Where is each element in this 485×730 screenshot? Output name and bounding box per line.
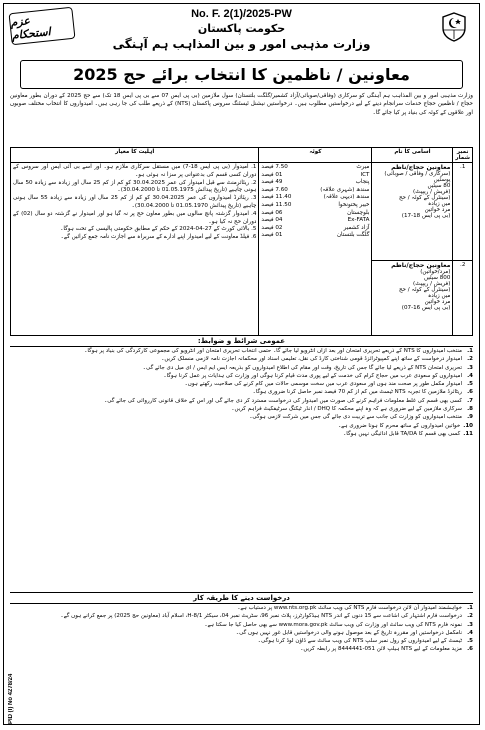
quota-value: 11.40 فیصد: [261, 194, 292, 201]
item-text: امیدوار مکمل طور پر صحت مند ہوں اور سعودی عرب میں سخت موسمی حالات میں کام کرنے کی صلاحیت رکھتے ہوں۔: [184, 381, 462, 388]
quota-row: [261, 232, 369, 240]
criteria-item: 3. ریٹائرڈ امیدواروں کی عمر 30.04.2025 کو کم از کم 25 سال اور زیادہ سے زیادہ 55 سال ہونی چاہیے (تاریخ پیدائش 01.05.1970 تا 30.04.2000)۔: [13, 195, 257, 209]
item-text: منتخب امیدواروں کو وزارت کی جانب سے تربیت دی جائے گی جس میں شرکت لازمی ہوگی۔: [249, 414, 462, 421]
row-sno: 1.: [453, 163, 473, 261]
item-text: سرکاری ملازمین کے لیے ضروری ہے کہ وہ اپنے محکمہ کا DHQ / انڈر ٹیکنگ سرٹیفکیٹ فراہم کریں۔: [231, 406, 462, 413]
post-detail-line: (سینٹرل کے کوٹہ / حج: [398, 195, 451, 201]
item-number: 3.: [467, 621, 473, 628]
intro-paragraph: وزارت مذہبی امور و بین المذاہب ہم آہنگی کو سرکاری (وفاقی/صوبائی/آزاد کشمیر/گلگت بلتستان) سول ملازمین (بی پی ایس 07 سے بی پی ایس 18 تک) سے حج 2025 کے دوران بطور معاونین حجاج / ناظمین حجاج خدمات سرانجام دینے کے لیے درخواستیں مطلوب ہیں۔ درخواستیں نیشنل ٹیسٹنگ سروس پاکستان (NTS) کے ذریعے طلب کی جا رہی ہیں۔ امیدواروں کا انتخاب مختلف صوبوں اور علاقوں کے کوٹہ کی بنیاد پر کیا جائے گا۔: [10, 93, 473, 116]
list-item: [10, 430, 473, 438]
quota-region: خیبر پختونخوا: [338, 201, 370, 208]
item-number: 10.: [463, 422, 473, 429]
table-row: [11, 163, 473, 261]
quota-value: 04 فیصد: [261, 217, 283, 224]
criteria-item: 1. امیدوار (بی پی ایس 18-7) میں مستقل سرکاری ملازم ہو۔ اور اسے بی آئی ایس اور سروس کے دوران کسی قسم کی بدعنوانی پر سزا نہ ہوئی ہو۔: [13, 164, 257, 178]
post-detail-line: مرد خواتین: [424, 299, 451, 305]
quota-value: 11.50 فیصد: [261, 201, 292, 208]
quota-region: Ex-FATA: [347, 217, 370, 224]
item-number: 4.: [467, 372, 473, 379]
item-text: درخواست فارم اشتہار کی اشاعت سے 15 دنوں کے اندر NTS ہیڈکوارٹرز، پلاٹ نمبر 96، سٹریٹ نمبر 04، سیکٹر H-8/1، اسلام آباد (معاونین حج 2025) پر جمع کرانے ہوں گے۔: [60, 613, 462, 620]
item-number: 2.: [467, 613, 473, 620]
quota-row: [261, 210, 369, 218]
list-item: [10, 422, 473, 430]
row-quota: [259, 163, 372, 343]
quota-region: میرٹ: [356, 164, 370, 170]
header-criteria: اہلیت کا معیار: [11, 148, 259, 163]
quota-region: آزاد کشمیر: [343, 224, 370, 231]
item-text: خواہشمند امیدوار آن لائن درخواست فارم NTS کی ویب سائٹ www.nts.org.pk پر دستیاب ہے۔: [237, 605, 462, 611]
post-detail-line: پوسٹیں: [433, 177, 451, 183]
list-item: [10, 637, 473, 645]
post-detail-line: میں زیادہ: [427, 201, 451, 207]
quota-value: 7.60 فیصد: [261, 186, 288, 193]
post-detail-line: مرد خواتین: [424, 207, 451, 213]
quota-row: [261, 187, 369, 195]
quota-row: [261, 217, 369, 225]
quota-row: [261, 164, 369, 172]
how-to-apply-list: [10, 604, 473, 654]
advertisement-title: معاونین / ناظمین کا انتخاب برائے حج 2025: [20, 60, 463, 89]
item-number: 6.: [467, 389, 473, 396]
list-item: [10, 629, 473, 637]
quota-row: [261, 194, 369, 202]
criteria-item: 6. فیلڈ معاونت کے لیے امیدوار اپنے ادارے کے سربراہ سے اجازت نامہ جمع کرائیں گے۔: [60, 234, 257, 241]
row-sno: 2.: [453, 261, 473, 343]
item-number: 7.: [467, 397, 473, 404]
list-item: [10, 612, 473, 620]
quota-region: گلگت بلتستان: [336, 232, 370, 239]
quota-region: سندھ (شہری علاقہ): [320, 186, 370, 193]
row-post: [372, 261, 453, 343]
quota-value: 01 فیصد: [261, 232, 283, 239]
post-detail-line: (سرکاری / وفاقی / صوبائی): [384, 171, 451, 177]
post-detail-line: میں زیادہ: [427, 293, 451, 299]
table-header-row: [11, 148, 473, 163]
quota-region: پنجاب: [355, 179, 370, 186]
quota-value: 7.50 فیصد: [261, 164, 288, 170]
post-detail-line: 80 سیٹیں: [427, 183, 451, 189]
criteria-item: 5. بالائی کورٹ کے 27-04-2024 کے حکم کے مطابق حکومتی پالیسی کے تحت ہوگا۔: [60, 226, 257, 233]
list-item: [10, 413, 473, 421]
row-post: [372, 163, 453, 261]
item-text: کسی بھی قسم کا TA/DA قابل ادائیگی نہیں ہوگا۔: [343, 430, 461, 437]
criteria-item: 4. امیدوار گزشتہ پانچ سالوں میں بطور معاون حج پر نہ گیا ہو اور امیدوار نے گزشتہ دو سال (02) کے دوران حج نہ کیا ہو۔: [13, 210, 257, 225]
item-number: 1.: [467, 348, 473, 354]
item-text: امیدواروں کو سعودی عرب میں حجاج کرام کی خدمت کے لیے پوری مدت قیام کرنا ہوگی اور وزارت کی ہدایات پر عمل کرنا ہوگا۔: [163, 372, 462, 379]
item-text: مزید معلومات کے لیے NTS ہیلپ لائن 051-8444441 پر رابطہ کریں۔: [300, 646, 462, 653]
item-text: نامکمل درخواستیں اور مقررہ تاریخ کے بعد موصول ہونے والی درخواستیں قابل غور نہیں ہوں گی۔: [235, 629, 462, 636]
quota-row: [261, 179, 369, 187]
criteria-item: 2. ریٹائرمنٹ سے قبل امیدوار کی عمر 30.04.2025 کو کم از کم 25 سال اور زیادہ سے زیادہ 50 سال ہونی چاہیے (تاریخ پیدائش 01.05.1975 تا 30.04.2000)۔: [13, 179, 257, 194]
header-sno: نمبر شمار: [453, 148, 473, 163]
quota-value: 01 فیصد: [261, 171, 283, 178]
post-detail-line: 800 سیٹیں: [423, 275, 451, 281]
quota-row: [261, 172, 369, 180]
item-text: خواتین امیدواروں کے ساتھ محرم کا ہونا ضروری ہے۔: [337, 422, 461, 429]
post-detail-line: (بی پی ایس 18-17): [401, 213, 451, 219]
quota-region: بلوچستان: [347, 209, 370, 216]
post-detail-line: (فریش / ریپیٹ): [413, 281, 451, 287]
post-name: معاونین حجاج/ناظم: [391, 164, 451, 171]
item-number: 11.: [463, 430, 473, 437]
item-text: امیدوار درخواست کے ساتھ اپنے کمپیوٹرائزڈ قومی شناختی کارڈ کی نقل، تعلیمی اسناد اور محکمانہ اجازت نامہ لازمی منسلک کریں۔: [161, 356, 462, 363]
quota-value: 02 فیصد: [261, 224, 283, 231]
item-number: 5.: [467, 381, 473, 388]
post-detail-line: (سینٹرل کے کوٹہ / حج: [398, 287, 451, 293]
list-item: [10, 347, 473, 355]
quota-row: [261, 202, 369, 210]
government-heading: حکومت پاکستان: [197, 22, 286, 35]
item-text: کسی بھی قسم کی غلط معلومات فراہم کرنے کی صورت میں امیدوار کی درخواست مسترد کر دی جائے گی اور اس کے خلاف قانونی کارروائی کی جائے گی۔: [103, 397, 462, 404]
post-detail-line: (بی پی ایس 16-07): [401, 305, 451, 311]
item-number: 8.: [467, 406, 473, 413]
list-item: [10, 380, 473, 388]
quota-value: 06 فیصد: [261, 209, 283, 216]
item-text: ریٹائرڈ ملازمین کا تجربہ NTS ٹیسٹ میں کم از کم 70 فیصد نمبر حاصل کرنا ضروری ہوگا۔: [252, 389, 462, 396]
list-item: [10, 364, 473, 372]
pid-number: PID (I) No 4278/24: [8, 673, 14, 724]
quota-region: سندھ (دیہی علاقہ): [323, 194, 370, 201]
item-text: منتخب امیدواروں کا NTS کے ذریعے تحریری امتحان اور بعد ازاں انٹرویو لیا جائے گا۔ حتمی انتخاب تحریری امتحان اور انٹرویو کی مجموعی کارکردگی کی بنیاد پر ہوگا۔: [84, 348, 462, 354]
list-item: [10, 645, 473, 653]
ministry-heading: وزارت مذہبی امور و بین المذاہب ہم آہنگی: [112, 37, 371, 51]
reference-number: No. F. 2(1)/2025-PW: [191, 8, 292, 20]
list-item: [10, 388, 473, 396]
list-item: [10, 372, 473, 380]
posts-table: [10, 147, 473, 343]
header-quota: کوٹہ: [259, 148, 372, 163]
item-number: 9.: [467, 414, 473, 421]
how-to-apply-heading: درخواست دینے کا طریقہ کار: [10, 592, 473, 604]
item-text: نمونہ فارم NTS کی ویب سائٹ اور وزارت کی ویب سائٹ www.mora.gov.pk سے بھی حاصل کیا جا سکتا ہے۔: [204, 621, 462, 628]
quota-region: ICT: [360, 171, 370, 178]
general-terms-list: [10, 347, 473, 438]
item-text: ٹیسٹ کے لیے امیدواروں کو رول نمبر سلپ NTS کی ویب سائٹ سے ڈاؤن لوڈ کرنا ہوگی۔: [257, 638, 462, 645]
item-number: 4.: [467, 629, 473, 636]
post-detail-line: (مرد/خواتین): [420, 269, 451, 275]
general-terms-heading: عمومی شرائط و ضوابط:: [10, 335, 473, 347]
azm-istehkam-logo: عزم استحکام: [9, 7, 76, 46]
item-text: تحریری امتحان NTS کے ذریعے لیا جائے گا جس کی تاریخ، وقت اور مقام کی اطلاع امیدواروں کو بذریعہ ایس ایم ایس / ای میل دی جائے گی۔: [142, 364, 462, 371]
item-number: 3.: [467, 364, 473, 371]
item-number: 1.: [467, 605, 473, 611]
item-number: 6.: [467, 646, 473, 653]
post-detail-line: (فریش / ریپیٹ): [413, 189, 451, 195]
list-item: [10, 355, 473, 363]
header-post: اسامی کا نام: [372, 148, 453, 163]
row-criteria: [11, 163, 259, 343]
item-number: 2.: [467, 356, 473, 363]
list-item: [10, 405, 473, 413]
item-number: 5.: [467, 638, 473, 645]
advertisement-frame: [3, 3, 480, 725]
list-item: [10, 604, 473, 612]
quota-value: 49 فیصد: [261, 179, 283, 186]
post-name: معاونین حجاج/ناظم: [391, 262, 451, 269]
list-item: [10, 621, 473, 629]
list-item: [10, 397, 473, 405]
